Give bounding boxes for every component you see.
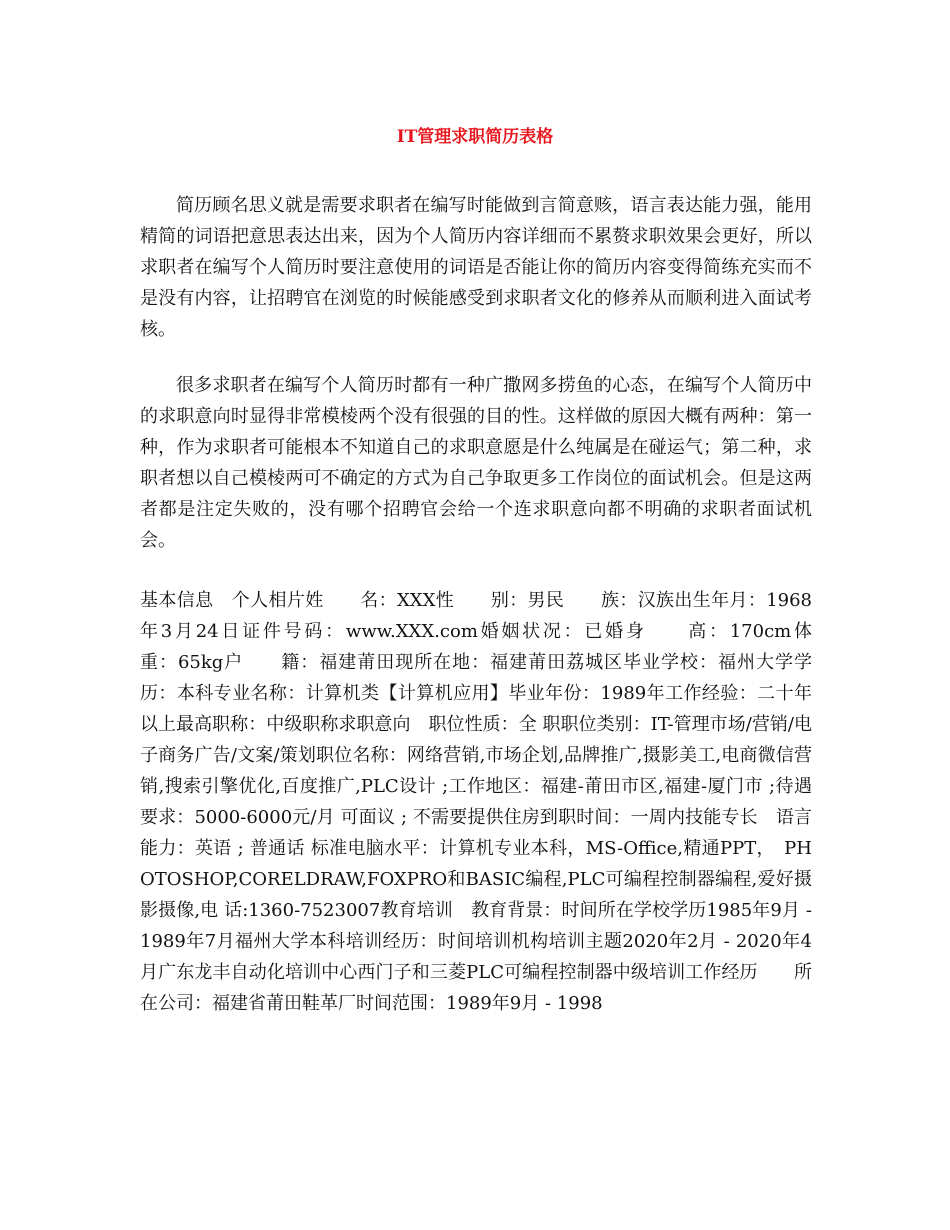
paragraph-basic-info: 基本信息 个人相片姓 名：XXX性 别：男民 族：汉族出生年月：1968年3月24日证件号码：www.XXX.com婚姻状况：已婚身 高：170cm体 重：65kg户 籍：福建莆田现所在地：福建莆田荔城区毕业学校：福州大学学历：本科专业名称：计算机类【计算机应用】毕业年份：1989年工作经验：二十年以上最高职称：中级职称求职意向 职位性质：全 职职位类别：IT-管理市场/营销/电子商务广告/文案/策划职位名称：网络营销,市场企划,品牌推广,摄影美工,电商微信营销,搜索引擎优化,百度推广,PLC设计 ;工作地区：福建-莆田市区,福建-厦门市 ;待遇要求：5000-6000元/月 可面议 ; 不需要提供住房到职时间：一周内技能专长 语言能力：英语 ; 普通话 标准电脑水平：计算机专业本科，MS-Office,精通PPT， PHOTOSHOP,CORELDRAW,FOXPRO和BASIC编程,PLC可编程控制器编程,爱好摄影摄像,电 话:1360-7523007教育培训 教育背景：时间所在学校学历1985年9月 - 1989年7月福州大学本科培训经历：时间培训机构培训主题2020年2月 - 2020年4月广东龙丰自动化培训中心西门子和三菱PLC可编程控制器中级培训工作经历 所在公司：福建省莆田鞋革厂时间范围：1989年9月 - 1998 [140,590,848,1014]
paragraph-intro: 简历顾名思义就是需要求职者在编写时能做到言简意赅，语言表达能力强，能用精简的词语把意思表达出来，因为个人简历内容详细而不累赘求职效果会更好，所以求职者在编写个人简历时要注意使用的词语是否能让你的简历内容变得简练充实而不是没有内容，让招聘官在浏览的时候能感受到求职者文化的修养从而顺利进入面试考核。 [140,195,812,340]
paragraph-job-intention: 很多求职者在编写个人简历时都有一种广撒网多捞鱼的心态，在编写个人简历中的求职意向时显得非常模棱两个没有很强的目的性。这样做的原因大概有两种：第一种，作为求职者可能根本不知道自己的求职意愿是什么纯属是在碰运气；第二种，求职者想以自己模棱两可不确定的方式为自己争取更多工作岗位的面试机会。但是这两者都是注定失败的，没有哪个招聘官会给一个连求职意向都不明确的求职者面试机会。 [140,375,812,551]
document-title: IT管理求职简历表格 [396,127,554,147]
